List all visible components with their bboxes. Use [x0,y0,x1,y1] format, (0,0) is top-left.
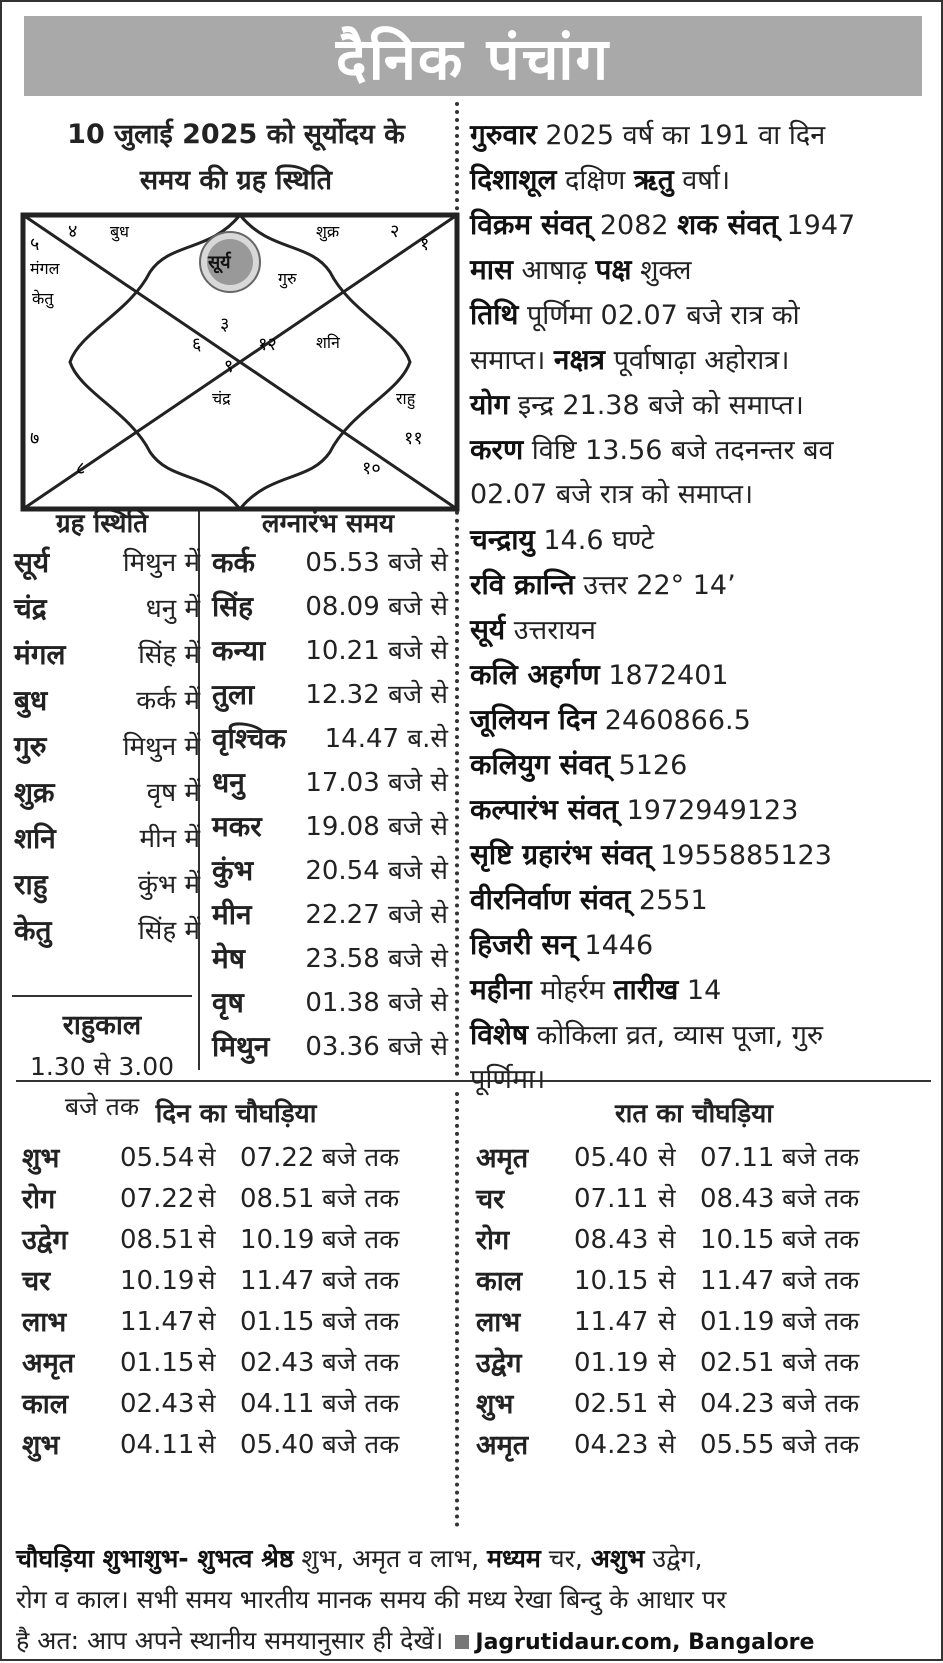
din-choghadiya-heading: दिन का चौघड़िया [155,1099,317,1129]
choghadiya-to: 01.15 [240,1307,315,1337]
choghadiya-name: उद्वेग [476,1348,522,1379]
choghadiya-from: 01.19 [574,1348,649,1378]
footer-note [16,1538,931,1663]
lagna-row [212,540,448,586]
detail-value: 2460866.5 [596,705,751,736]
house-number: ११ [404,428,423,449]
lagna-row [212,848,448,894]
house-number: ९ [224,356,234,377]
graha-row [12,770,200,816]
lagna-row [212,584,448,630]
detail-label: सृष्टि ग्रहारंभ संवत् [470,838,652,871]
square-icon [455,1635,469,1649]
detail-line [470,742,932,788]
choghadiya-name: अमृत [476,1143,529,1174]
choghadiya-from: 07.11 [574,1184,649,1214]
choghadiya-to: 11.47 [700,1266,775,1296]
planet-name: केतु [14,914,52,947]
lagna-row [212,760,448,806]
planet-label: मंगल [30,259,60,278]
footer-line [16,1579,931,1620]
planet-name: राहु [14,868,48,901]
lagna-row [212,1024,448,1070]
choghadiya-from: 08.43 [574,1225,649,1255]
choghadiya-from: 11.47 [120,1307,195,1337]
detail-line [470,427,932,473]
detail-value: कोकिला व्रत, व्यास पूजा, गुरु [528,1020,824,1051]
detail-line [470,292,932,338]
detail-label: सूर्य [470,613,506,646]
choghadiya-to: 08.43 [700,1184,775,1214]
footer-text: चर, [540,1544,591,1573]
detail-value: 1972949123 [618,795,799,826]
choghadiya-tak: बजे तक [322,1348,400,1378]
detail-value: पूर्वाषाढ़ा अहोरात्र। [605,345,790,376]
detail-label: कलियुग संवत् [470,748,610,781]
detail-line [470,202,932,248]
choghadiya-from: 10.15 [574,1266,649,1296]
choghadiya-to: 10.15 [700,1225,775,1255]
footer-emphasis: चौघड़िया शुभाशुभ- शुभत्व श्रेष्ठ [16,1544,294,1573]
graha-row [12,724,200,770]
detail-label: नक्षत्र [553,343,605,376]
detail-label: हिजरी सन् [470,928,576,961]
planet-rashi: कुंभ में [137,870,200,900]
lagnarambh-heading: लग्नारंभ समय [261,509,395,539]
lagna-rashi: कर्क [212,546,256,579]
lagna-rashi: मकर [212,810,262,843]
choghadiya-se: से [198,1389,216,1419]
choghadiya-se: से [198,1225,216,1255]
house-number: १ [420,234,430,255]
detail-label: कल्पारंभ संवत् [470,793,619,826]
lagna-rashi: मेष [212,942,245,975]
planet-name: गुरु [14,730,47,763]
graha-row [12,632,200,678]
lagna-time: 19.08 बजे से [305,812,448,842]
choghadiya-tak: बजे तक [322,1266,400,1296]
house-number: ६ [192,334,202,355]
footer-line [16,1538,931,1579]
choghadiya-row [476,1179,916,1220]
footer-text: है अत: आप अपने स्थानीय समयानुसार ही देखें। [16,1626,444,1655]
detail-value: 1446 [575,930,654,961]
planet-name: शुक्र [14,776,55,809]
choghadiya-row [22,1384,462,1425]
choghadiya-name: रोग [476,1225,510,1256]
detail-value: समाप्त। [470,345,554,376]
detail-value: 2082 [591,210,678,241]
choghadiya-row [476,1138,916,1179]
rahukaal-heading: राहुकाल [62,1010,142,1041]
detail-label: विशेष [470,1018,529,1051]
choghadiya-row [22,1138,462,1179]
detail-line [470,877,932,923]
choghadiya-to: 02.43 [240,1348,315,1378]
choghadiya-name: काल [22,1389,69,1420]
detail-line [470,562,932,608]
left-title-line: 10 जुलाई 2025 को सूर्योदय के [67,119,405,150]
choghadiya-name: चर [22,1266,51,1297]
rahukaal-divider [12,995,192,997]
planet-label: सूर्य [208,252,231,273]
graha-heading: ग्रह स्थिति [55,509,149,539]
planet-label: चंद्र [212,389,231,408]
house-number: ७ [30,428,40,449]
choghadiya-tak: बजे तक [322,1143,400,1173]
planet-label: गुरु [278,269,297,288]
choghadiya-to: 01.19 [700,1307,775,1337]
detail-label: शक संवत् [677,208,778,241]
lagna-time: 05.53 बजे से [305,548,448,578]
detail-line [470,382,932,428]
lagna-time: 01.38 बजे से [305,988,448,1018]
choghadiya-row [22,1179,462,1220]
detail-line [470,652,932,698]
detail-line [470,157,932,203]
detail-value: पूर्णिमा 02.07 बजे रात्र को [518,300,800,331]
choghadiya-name: काल [476,1266,523,1297]
choghadiya-se: से [658,1266,676,1296]
detail-label: पक्ष [595,253,632,286]
detail-value: इन्द्र 21.38 बजे को समाप्त। [509,390,804,421]
planet-rashi: धनु में [145,594,200,624]
detail-label: ऋतु [633,163,674,196]
choghadiya-tak: बजे तक [322,1430,400,1460]
choghadiya-se: से [198,1430,216,1460]
detail-value: 1947 [777,210,856,241]
graha-row [12,678,200,724]
lagna-rashi: सिंह [212,590,254,623]
choghadiya-name: चर [476,1184,505,1215]
choghadiya-to: 11.47 [240,1266,315,1296]
rahukaal-time-line: बजे तक [64,1092,140,1121]
credit-text: Jagrutidaur.com, Bangalore [475,1630,815,1655]
choghadiya-se: से [658,1184,676,1214]
choghadiya-se: से [198,1266,216,1296]
lagna-row [212,716,448,762]
choghadiya-se: से [658,1348,676,1378]
detail-value: 02.07 बजे रात्र को समाप्त। [470,479,754,510]
choghadiya-tak: बजे तक [782,1430,860,1460]
house-number: ३ [220,314,230,335]
detail-label: वीरनिर्वाण संवत् [470,883,631,916]
choghadiya-from: 02.51 [574,1389,649,1419]
detail-line [470,787,932,833]
choghadiya-from: 04.23 [574,1430,649,1460]
planet-name: शनि [14,822,56,855]
choghadiya-from: 07.22 [120,1184,195,1214]
detail-line [470,337,932,383]
choghadiya-se: से [658,1143,676,1173]
detail-value: आषाढ़ [512,255,596,286]
detail-line [470,1012,932,1058]
planet-label: शुक्र [316,222,340,241]
footer-line [16,1620,931,1663]
graha-row [12,540,200,586]
detail-label: रवि क्रान्ति [470,568,575,601]
detail-value: 1955885123 [651,840,832,871]
choghadiya-row [476,1425,916,1466]
planet-rashi: कर्क में [136,686,200,716]
choghadiya-to: 07.22 [240,1143,315,1173]
choghadiya-name: अमृत [22,1348,75,1379]
rahukaal-time-line: 1.30 से 3.00 [29,1052,175,1081]
detail-line [470,697,932,743]
detail-line [470,967,932,1013]
detail-value: उत्तर 22° 14’ [574,570,736,601]
lagna-time: 14.47 ब.से [324,724,448,754]
lagna-time: 12.32 बजे से [305,680,448,710]
planet-label: राहु [396,389,416,408]
planet-label: केतु [32,289,54,308]
detail-value: मोहर्रम [531,975,614,1006]
choghadiya-name: शुभ [22,1430,60,1461]
choghadiya-tak: बजे तक [322,1184,400,1214]
choghadiya-se: से [198,1348,216,1378]
choghadiya-from: 11.47 [574,1307,649,1337]
planet-name: मंगल [14,638,66,671]
choghadiya-tak: बजे तक [782,1184,860,1214]
choghadiya-tak: बजे तक [782,1266,860,1296]
planet-rashi: सिंह में [138,916,200,946]
choghadiya-row [22,1302,462,1343]
detail-line [470,832,932,878]
detail-line [470,517,932,563]
choghadiya-row [22,1261,462,1302]
lagna-time: 10.21 बजे से [305,636,448,666]
lagna-rashi: कुंभ [212,854,254,887]
detail-value: 5126 [609,750,688,781]
choghadiya-tak: बजे तक [322,1307,400,1337]
graha-row [12,908,200,954]
detail-value: शुक्ल [631,255,692,286]
choghadiya-row [476,1384,916,1425]
graha-row [12,816,200,862]
detail-value: उत्तरायन [505,615,596,646]
lagna-rashi: वृष [212,986,244,1019]
footer-text: शुभ, अमृत व लाभ, [293,1544,487,1573]
banner-title: दैनिक पंचांग [335,24,611,93]
lagna-row [212,672,448,718]
choghadiya-row [22,1220,462,1261]
choghadiya-tak: बजे तक [322,1225,400,1255]
lagna-rashi: तुला [212,678,255,711]
detail-value: दक्षिण [556,165,634,196]
detail-label: चन्द्रायु [470,523,535,556]
planet-rashi: मिथुन में [122,548,200,578]
house-number: ४ [68,221,78,242]
lagna-row [212,936,448,982]
choghadiya-to: 10.19 [240,1225,315,1255]
planet-name: बुध [14,684,48,717]
lagna-time: 23.58 बजे से [305,944,448,974]
choghadiya-se: से [658,1225,676,1255]
choghadiya-tak: बजे तक [782,1307,860,1337]
planet-label: शनि [316,333,340,352]
choghadiya-from: 01.15 [120,1348,195,1378]
lagna-rashi: वृश्चिक [212,722,287,755]
choghadiya-from: 02.43 [120,1389,195,1419]
choghadiya-from: 05.54 [120,1143,195,1173]
choghadiya-to: 05.55 [700,1430,775,1460]
footer-emphasis: अशुभ [590,1544,645,1573]
detail-value: 1872401 [599,660,729,691]
detail-value: विष्टि 13.56 बजे तदनन्तर बव [523,435,834,466]
house-number: १२ [258,334,277,355]
choghadiya-tak: बजे तक [782,1225,860,1255]
lagna-row [212,980,448,1026]
choghadiya-from: 05.40 [574,1143,649,1173]
choghadiya-se: से [198,1143,216,1173]
choghadiya-name: लाभ [476,1307,521,1338]
planet-name: सूर्य [14,546,50,579]
lagna-time: 22.27 बजे से [305,900,448,930]
detail-value: 2551 [630,885,708,916]
choghadiya-tak: बजे तक [782,1143,860,1173]
choghadiya-tak: बजे तक [322,1389,400,1419]
detail-line [470,247,932,293]
lagna-rashi: मिथुन [212,1030,270,1063]
detail-value: पूर्णिमा। [470,1064,546,1095]
lagna-row [212,628,448,674]
detail-label: कलि अहर्गण [470,658,600,691]
footer-emphasis: मध्यम [487,1544,541,1573]
choghadiya-se: से [198,1307,216,1337]
detail-label: महीना [470,973,532,1006]
footer-text: उद्वेग, [644,1544,703,1573]
choghadiya-name: उद्वेग [22,1225,68,1256]
detail-line [470,922,932,968]
choghadiya-tak: बजे तक [782,1348,860,1378]
choghadiya-to: 07.11 [700,1143,775,1173]
choghadiya-row [22,1343,462,1384]
choghadiya-se: से [658,1307,676,1337]
lagna-rashi: धनु [212,766,245,799]
kundli-chart [20,212,460,512]
choghadiya-from: 04.11 [120,1430,195,1460]
detail-label: जूलियन दिन [470,703,597,736]
left-title [16,112,456,204]
choghadiya-name: शुभ [22,1143,60,1174]
choghadiya-to: 04.11 [240,1389,315,1419]
lagna-time: 17.03 बजे से [305,768,448,798]
choghadiya-tak: बजे तक [782,1389,860,1419]
detail-value: 2025 वर्ष का 191 वा दिन [536,120,826,151]
detail-line [470,607,932,653]
banner [24,16,922,96]
detail-value: 14.6 घण्टे [534,525,655,556]
planet-name: चंद्र [14,592,47,625]
detail-label: मास [470,253,513,286]
choghadiya-name: लाभ [22,1307,67,1338]
planet-rashi: वृष में [146,778,200,808]
choghadiya-name: अमृत [476,1430,529,1461]
choghadiya-row [476,1261,916,1302]
detail-line [470,472,932,517]
planet-rashi: मिथुन में [122,732,200,762]
house-number: १० [362,458,381,479]
detail-value: 14 [678,975,722,1006]
choghadiya-name: शुभ [476,1389,514,1420]
choghadiya-from: 08.51 [120,1225,195,1255]
house-number: ५ [30,234,40,255]
choghadiya-to: 05.40 [240,1430,315,1460]
graha-row [12,586,200,632]
lagna-time: 20.54 बजे से [305,856,448,886]
planet-rashi: मीन में [139,824,200,854]
choghadiya-name: रोग [22,1184,56,1215]
lagna-time: 03.36 बजे से [305,1032,448,1062]
detail-label: योग [470,388,510,421]
lagna-time: 08.09 बजे से [305,592,448,622]
choghadiya-se: से [658,1389,676,1419]
lagna-row [212,892,448,938]
choghadiya-to: 02.51 [700,1348,775,1378]
lagna-row [212,804,448,850]
choghadiya-to: 08.51 [240,1184,315,1214]
planet-rashi: सिंह में [138,640,200,670]
detail-line [470,112,932,158]
detail-label: गुरुवार [470,118,537,151]
choghadiya-row [22,1425,462,1466]
detail-label: तिथि [470,298,519,331]
detail-label: विक्रम संवत् [470,208,592,241]
lagna-rashi: मीन [212,898,252,931]
choghadiya-se: से [658,1430,676,1460]
choghadiya-to: 04.23 [700,1389,775,1419]
choghadiya-se: से [198,1184,216,1214]
planet-label: बुध [110,222,129,241]
detail-value: वर्षा। [673,165,731,196]
detail-label: दिशाशूल [470,163,557,196]
detail-label: तारीख [613,973,679,1006]
house-number: ८ [76,458,86,479]
footer-text: रोग व काल। सभी समय भारतीय मानक समय की मध्य रेखा बिन्दु के आधार पर [16,1585,727,1614]
choghadiya-row [476,1220,916,1261]
detail-label: करण [470,433,524,466]
choghadiya-row [476,1343,916,1384]
graha-row [12,862,200,908]
left-title-line: समय की ग्रह स्थिति [139,165,333,196]
lagna-rashi: कन्या [212,634,266,667]
house-number: २ [390,221,400,242]
choghadiya-from: 10.19 [120,1266,195,1296]
choghadiya-row [476,1302,916,1343]
raat-choghadiya-heading: रात का चौघड़िया [614,1099,774,1129]
